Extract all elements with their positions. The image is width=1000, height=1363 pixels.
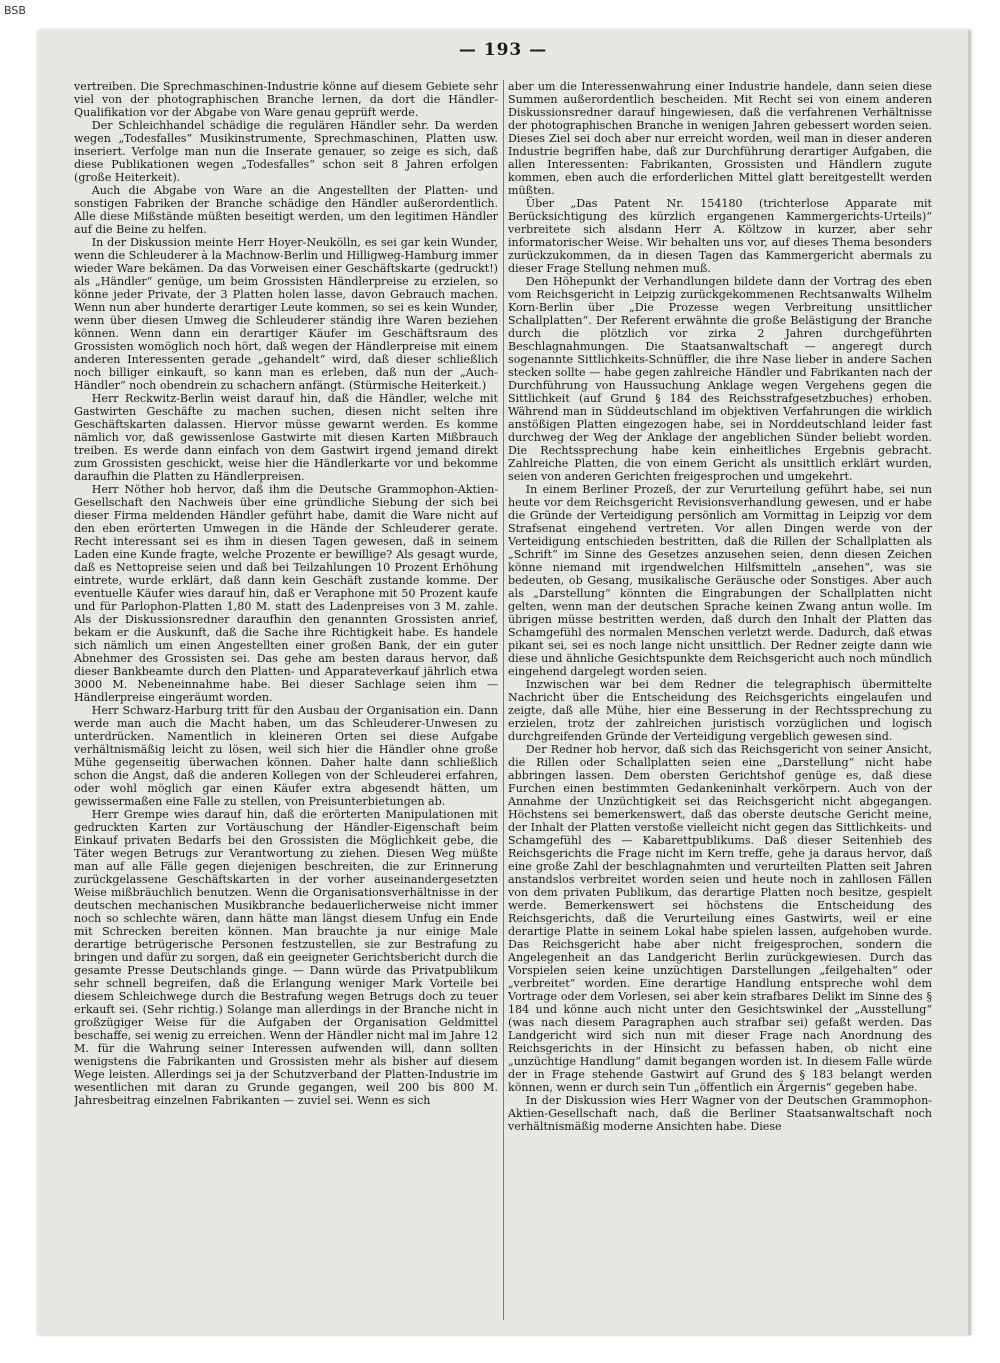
paragraph: In der Diskussion meinte Herr Hoyer-Neukölln, es sei gar kein Wunder, wenn die Schleuderer à la Machnow-Berlin und Hilligweg-Hamburg immer wieder Ware bekämen. Da das Vorweisen einer Geschäftskarte (gedruckt!) als „Händler“ genüge, um beim Grossisten Händlerpreise zu erzielen, so könne jeder Private, der 3 Platten holen lasse, davon Gebrauch machen. Wenn nun aber hunderte derartiger Leute kommen, so sei es kein Wunder, wenn über diesen Umweg die Schleuderer ständig ihre Waren beziehen können. Wenn dann ein derartiger Käufer im Geschäftsraum des Grossisten womöglich noch hört, daß wegen der Händlerpreise mit einem anderen Interessenten gerade „gehandelt“ wird, daß dieser schließlich noch billiger einkauft, so kann man es erleben, daß nun der „Auch-Händler“ noch obendrein zu schachern anfängt. (Stürmische Heiterkeit.): [74, 236, 498, 392]
paragraph: Herr Schwarz-Harburg tritt für den Ausbau der Organisation ein. Dann werde man auch die Macht haben, um das Schleuderer-Unwesen zu unterdrücken. Namentlich in kleineren Orten sei diese Aufgabe verhältnismäßig leicht zu lösen, weil sich hier die Händler ohne große Mühe gegenseitig überwachen können. Daher halte dann schließlich schon die Angst, daß die anderen Kollegen von der Schleuderei erfahren, oder wohl möglich gar einen Käufer extra abgesendt hätten, um gewissermaßen eine Falle zu stellen, von Preisunterbietungen ab.: [74, 704, 498, 808]
column-divider: [503, 80, 504, 1320]
paragraph: Auch die Abgabe von Ware an die Angestellten der Platten- und sonstigen Fabriken der Branche schädige den Händler außerordentlich. Alle diese Mißstände müßten beseitigt werden, um den legitimen Händler auf die Beine zu helfen.: [74, 184, 498, 236]
paragraph: In der Diskussion wies Herr Wagner von der Deutschen Grammophon-Aktien-Gesellschaft nach, daß die Berliner Staatsanwaltschaft noch verhältnismäßig moderne Ansichten habe. Diese: [508, 1094, 932, 1133]
paragraph: Inzwischen war bei dem Redner die telegraphisch übermittelte Nachricht über die Entscheidung des Reichsgerichts eingelaufen und zeigte, daß alle Mühe, hier eine Besserung in der Rechtssprechung zu erzielen, trotz der zahlreichen juristisch vorzüglichen und logisch durchgreifenden Gründe der Verteidigung vergeblich gewesen sind.: [508, 678, 932, 743]
newspaper-page: [38, 30, 971, 1335]
paragraph: Der Schleichhandel schädige die regulären Händler sehr. Da werden wegen „Todesfalles“ Musikinstrumente, Sprechmaschinen, Platten usw. inseriert. Verfolge man nun die Inserate genauer, so zeige es sich, daß diese Publikationen wegen „Todesfalles“ schon seit 8 Jahren erfolgen (große Heiterkeit).: [74, 119, 498, 184]
paragraph: Herr Grempe wies darauf hin, daß die erörterten Manipulationen mit gedruckten Karten zur Vortäuschung der Händler-Eigenschaft beim Einkauf privaten Bedarfs bei den Grossisten die Möglichkeit gebe, die Täter wegen Betrugs zur Verantwortung zu ziehen. Diesen Weg müßte man auf alle Fälle gegen diejenigen beschreiten, die zur Erinnerung zurückgelassene Geschäftskarten in der vorher auseinandergesetzten Weise mißbräuchlich benutzen. Wenn die Organisationsverhältnisse in der deutschen mechanischen Musikbranche bedauerlicherweise nicht immer noch so schlechte wären, dann hätte man längst diesem Unfug ein Ende mit Schrecken bereiten können. Man brauchte ja nur einige Male derartige betrügerische Personen festzustellen, sie zur Bestrafung zu bringen und dafür zu sorgen, daß ein geeigneter Gerichtsbericht durch die gesamte Presse Deutschlands ginge. — Dann würde das Privatpublikum sehr schnell begreifen, daß die Erlangung weniger Mark Vorteile bei diesem Schleichwege durch die Bestrafung wegen Betrugs doch zu teuer erkauft sei. (Sehr richtig.) Solange man allerdings in der Branche nicht in großzügiger Weise für die Aufgaben der Organisation Geldmittel beschaffe, sei wenig zu erreichen. Wenn der Händler nicht mal im Jahre 12 M. für die Wahrung seiner Interessen aufwenden will, dann sollten wenigstens die Fabrikanten und Grossisten mehr als bisher auf diesem Wege leisten. Allerdings sei ja der Schutzverband der Platten-Industrie im wesentlichen mit daran zu Grunde gegangen, weil 200 bis 800 M. Jahresbeitrag einzelnen Fabrikanten — zuviel sei. Wenn es sich: [74, 808, 498, 1107]
paragraph: Herr Reckwitz-Berlin weist darauf hin, daß die Händler, welche mit Gastwirten Geschäfte zu machen suchen, diesen nicht selten ihre Geschäftskarten dalassen. Hiervor müsse gewarnt werden. Es komme nämlich vor, daß gewissenlose Gastwirte mit diesen Karten Mißbrauch treiben. Es werde dann einfach von dem Gastwirt irgend jemand direkt zum Grossisten geschickt, weise hier die Händlerkarte vor und bekomme daraufhin die Platten zu Händlerpreisen.: [74, 392, 498, 483]
paragraph: Über „Das Patent Nr. 154180 (trichterlose Apparate mit Berücksichtigung des kürzlich ergangenen Kammergerichts-Urteils)“ verbreitete sich alsdann Herr A. Költzow in kurzer, aber sehr informatorischer Weise. Wir behalten uns vor, auf dieses Thema besonders zurückzukommen, da in diesen Tagen das Kammergericht abermals zu dieser Frage Stellung nehmen muß.: [508, 197, 932, 275]
library-mark: BSB: [4, 4, 26, 17]
paragraph: Herr Nöther hob hervor, daß ihm die Deutsche Grammophon-Aktien-Gesellschaft den Nachweis über eine gründliche Siebung der sich bei dieser Firma meldenden Händler geführt habe, damit die Ware nicht auf den eben erörterten Umwegen in die Hände der Schleuderer gerate. Recht interessant sei es ihm in diesen Tagen gewesen, daß in seinem Laden eine Kunde fragte, welche Prozente er bewillige? Als gesagt wurde, daß es Nettopreise seien und daß bei Teilzahlungen 10 Prozent Erhöhung eintrete, wurde erklärt, daß dann kein Geschäft zustande komme. Der eventuelle Käufer wies darauf hin, daß er Veraphone mit 50 Prozent kaufe und für Parlophon-Platten 1,80 M. statt des Ladenpreises von 3 M. zahle. Als der Diskussionsredner daraufhin den genannten Grossisten anrief, bekam er die Auskunft, daß die Sache ihre Richtigkeit habe. Es handele sich nämlich um einen Angestellten einer großen Bank, der ein guter Abnehmer des Grossisten sei. Das gehe am besten daraus hervor, daß dieser Bankbeamte durch den Platten- und Apparateverkauf jährlich etwa 3000 M. Nebeneinnahme habe. Bei dieser Sachlage seien ihm — Händlerpreise eingeräumt worden.: [74, 483, 498, 704]
paragraph: aber um die Interessenwahrung einer Industrie handele, dann seien diese Summen außerordentlich bescheiden. Mit Recht sei von einem anderen Diskussionsredner darauf hingewiesen, daß die verfahrenen Verhältnisse der photographischen Branche in wenigen Jahren gebessert worden seien. Dieses Ziel sei doch aber nur erreicht worden, weil man in dieser anderen Industrie begriffen habe, daß zur Durchführung derartiger Aufgaben, die allen Interessenten: Fabrikanten, Grossisten und Händlern zugute kommen, eben auch die erforderlichen Mittel glatt bereitgestellt werden müßten.: [508, 80, 932, 197]
page-number: — 193 —: [458, 40, 548, 60]
left-column: [74, 80, 498, 1330]
paragraph: Den Höhepunkt der Verhandlungen bildete dann der Vortrag des eben vom Reichsgericht in Leipzig zurückgekommenen Rechtsanwalts Wilhelm Korn-Berlin über „Die Prozesse wegen Verbreitung unsittlicher Schallplatten“. Der Referent erwähnte die große Belästigung der Branche durch die plötzlich vor zirka 2 Jahren durchgeführten Beschlagnahmungen. Die Staatsanwaltschaft — angeregt durch sogenannte Sittlichkeits-Schnüffler, die ihre Nase lieber in andere Sachen stecken sollte — habe gegen zahlreiche Händler und Fabrikanten nach der Durchführung von Haussuchung Anklage wegen Vergehens gegen die Sittlichkeit (auf Grund § 184 des Reichsstrafgesetzbuches) erhoben. Während man in Süddeutschland im objektiven Verfahrungen die wirklich anstößigen Platten eingezogen habe, sei in Norddeutschland leider fast durchweg der Weg der Anklage der angeblichen Sünder beliebt worden. Die Rechtssprechung habe kein einheitliches Ergebnis gebracht. Zahlreiche Platten, die von einem Gericht als unsittlich erklärt wurden, seien von anderen Gerichten freigesprochen und umgekehrt.: [508, 275, 932, 483]
paragraph: Der Redner hob hervor, daß sich das Reichsgericht von seiner Ansicht, die Rillen oder Schallplatten seien eine „Darstellung“ nicht habe abbringen lassen. Dem obersten Gerichtshof genüge es, daß diese Furchen einen bestimmten Gedankeninhalt verkörpern. Auch von der Annahme der Unzüchtigkeit sei das Reichsgericht nicht abgegangen. Höchstens sei bemerkenswert, daß das oberste deutsche Gericht meine, der Inhalt der Platten verstoße vielleicht nicht gegen das Sittlichkeits- und Schamgefühl des — Kabarettpublikums. Daß dieser Seitenhieb des Reichsgerichts die Frage nicht im Kern treffe, gehe ja daraus hervor, daß eine große Zahl der beschlagnahmten und verurteilten Platten seit Jahren anstandslos verbreitet worden seien und heute noch in zahllosen Fällen von dem privaten Publikum, das derartige Platten noch besitze, gespielt werde. Bemerkenswert sei höchstens die Entscheidung des Reichsgerichts, daß die Verurteilung eines Gastwirts, weil er eine derartige Platte in seinem Lokal habe spielen lassen, aufgehoben wurde. Das Reichsgericht habe aber nicht freigesprochen, sondern die Angelegenheit an das Landgericht Berlin zurückgewiesen. Durch das Vorspielen seien keine unzüchtigen Darstellungen „feilgehalten“ oder „verbreitet“ worden. Eine derartige Handlung entspreche wohl dem Vortrage oder dem Vorlesen, sei aber kein strafbares Delikt im Sinne des § 184 und könne auch nicht unter den Gesichtswinkel der „Ausstellung“ (was nach diesem Paragraphen auch strafbar sei) gefaßt werden. Das Landgericht wird sich nun mit dieser Frage nach Anordnung des Reichsgerichts in der Hinsicht zu befassen haben, ob nicht eine „unzüchtige Handlung“ damit begangen worden ist. In diesem Falle würde der in Frage stehende Gastwirt auf Grund des § 183 belangt werden können, wenn er durch sein Tun „öffentlich ein Ärgernis“ gegeben habe.: [508, 743, 932, 1094]
right-column: [508, 80, 932, 1330]
paragraph: vertreiben. Die Sprechmaschinen-Industrie könne auf diesem Gebiete sehr viel von der photographischen Branche lernen, da dort die Händler-Qualifikation vor der Abgabe von Ware genau geprüft werde.: [74, 80, 498, 119]
paragraph: In einem Berliner Prozeß, der zur Verurteilung geführt habe, sei nun heute vor dem Reichsgericht Revisionsverhandlung gewesen, und er habe die Gründe der Verteidigung persönlich am Vormittag in Leipzig vor dem Strafsenat eingehend vertreten. Vor allen Dingen werde von der Verteidigung entschieden bestritten, daß die Rillen der Schallplatten als „Schrift“ im Sinne des Gesetzes anzusehen seien, denn diesen Zeichen könne niemand mit irgendwelchen Hilfsmitteln „ansehen“, was sie bedeuten, ob Gesang, musikalische Geräusche oder Sonstiges. Aber auch als „Darstellung“ könnten die Eingrabungen der Schallplatten nicht gelten, wenn man der deutschen Sprache keinen Zwang antun wolle. Im übrigen müsse bestritten werden, daß durch den Inhalt der Platten das Schamgefühl des normalen Menschen verletzt werde. Dadurch, daß etwas pikant sei, sei es noch lange nicht unsittlich. Der Redner zeigte dann wie diese und ähnliche Gesichtspunkte dem Reichsgericht auch noch mündlich eingehend dargelegt worden seien.: [508, 483, 932, 678]
